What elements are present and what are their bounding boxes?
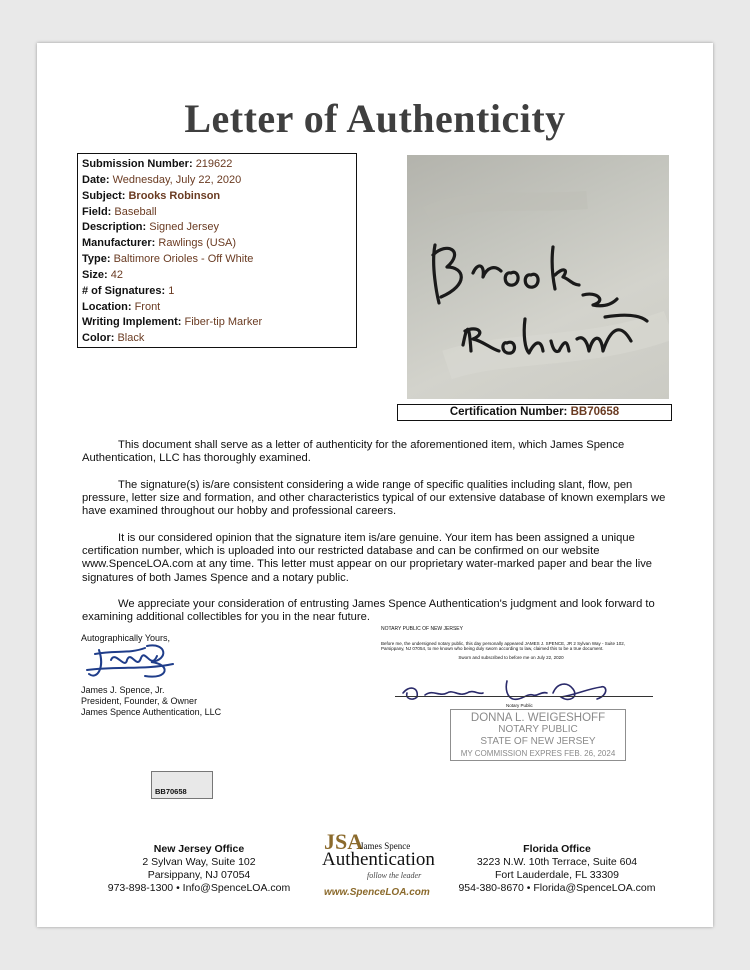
item-photo: [407, 155, 669, 399]
stamp-state: STATE OF NEW JERSEY: [480, 736, 596, 747]
logo-url[interactable]: www.SpenceLOA.com: [324, 887, 430, 898]
nj-office-address2: Parsippany, NJ 07054: [147, 869, 251, 881]
letter-page: [37, 43, 713, 927]
closing-salutation: Autographically Yours,: [81, 633, 171, 643]
paragraph-3: It is our considered opinion that the signature item is/are genuine. Your item has been assigned a unique certification number, which is uploaded into our restricted database and can be confirmed on our website www.SpenceLOA.com at any time. This letter must appear on our proprietary water-marked paper and bear the live signatures of both James Spence and a notary public.: [82, 532, 653, 584]
logo-james-spence: James Spence: [360, 841, 411, 851]
notary-sworn: Sworn and subscribed to before me on July 22, 2020: [458, 654, 564, 660]
fl-office: [447, 843, 667, 895]
fl-office-name: Florida Office: [523, 843, 591, 855]
detail-row-implement: Writing Implement: Fiber-tip Marker: [82, 316, 263, 329]
nj-office: [94, 843, 304, 895]
certification-label: Certification Number:: [449, 406, 568, 418]
nj-office-email[interactable]: Info@SpenceLOA.com: [182, 882, 291, 894]
nj-office-contact: [94, 882, 304, 895]
signer-company: James Spence Authentication, LLC: [81, 707, 222, 717]
nj-office-name: New Jersey Office: [153, 843, 245, 855]
fl-office-email[interactable]: Florida@SpenceLOA.com: [533, 882, 656, 894]
detail-row-field: Field: Baseball: [82, 205, 157, 218]
notary-signature: [397, 675, 637, 705]
stamp-commission: MY COMMISSION EXPRES FEB. 26, 2024: [460, 749, 616, 758]
hologram-sticker: [151, 771, 213, 799]
detail-row-location: Location: Front: [82, 300, 161, 313]
bullet-icon: •: [176, 882, 180, 894]
stamp-name: DONNA L. WEIGESHOFF: [470, 712, 606, 724]
bullet-icon: •: [526, 882, 531, 894]
stamp-title: NOTARY PUBLIC: [498, 724, 578, 735]
notary-header: NOTARY PUBLIC OF NEW JERSEY: [381, 626, 463, 632]
notary-body: Before me, the undersigned notary public, this day personally appeared JAMES J. SPENCE, JR 2 Sylvan Way - Suite 102, Parsippany, NJ 07054, to me known who being duly sworn according to law, claimed this to be a true document.: [381, 640, 625, 651]
notary-public-label: Notary Public: [506, 703, 533, 708]
detail-row-subject: Subject: Brooks Robinson: [82, 189, 221, 202]
detail-row-date: Date: Wednesday, July 22, 2020: [82, 173, 242, 186]
hologram-number: BB70658: [155, 787, 187, 796]
detail-row-size: Size: 42: [82, 268, 123, 281]
jsa-logo: [312, 829, 452, 907]
paragraph-2: The signature(s) is/are consistent considering a wide range of specific qualities including slant, flow, pen pressure, letter size and formation, and other characteristics typical of our extensive database of known exemplars we have examined throughout our hobby and professional careers.: [82, 479, 666, 518]
logo-tagline: follow the leader: [367, 871, 422, 880]
notary-block: [381, 626, 641, 708]
certification-value: BB70658: [570, 406, 620, 418]
document-title: Letter of Authenticity: [184, 96, 566, 141]
nj-office-phone: 973-898-1300: [107, 882, 174, 894]
item-details-box: [77, 153, 357, 348]
logo-jsa: JSA: [324, 829, 364, 854]
logo-authentication: Authentication: [322, 849, 435, 870]
certification-number-bar: [397, 404, 672, 421]
fl-office-address2: Fort Lauderdale, FL 33309: [495, 869, 619, 881]
fl-office-phone: 954-380-8670: [458, 882, 524, 894]
autograph-image: [407, 155, 669, 399]
fl-office-address1: 3223 N.W. 10th Terrace, Suite 604: [476, 856, 638, 868]
james-spence-signature: [85, 640, 175, 682]
paragraph-1: This document shall serve as a letter of authenticity for the aforementioned item, which James Spence Authentication, LLC has thoroughly examined.: [82, 439, 625, 465]
notary-stamp: [450, 709, 626, 761]
detail-row-signatures: # of Signatures: 1: [82, 284, 175, 297]
detail-row-type: Type: Baltimore Orioles - Off White: [82, 253, 254, 266]
notary-signature-line: [395, 696, 653, 697]
detail-row-submission: Submission Number: 219622: [82, 158, 233, 170]
signer-name: James J. Spence, Jr.: [81, 685, 165, 695]
nj-office-address1: 2 Sylvan Way, Suite 102: [142, 856, 256, 868]
detail-row-description: Description: Signed Jersey: [82, 221, 219, 234]
signer-title: President, Founder, & Owner: [81, 696, 198, 706]
paragraph-4: We appreciate your consideration of entrusting James Spence Authentication's judgment and look forward to examining additional collectibles for you in the near future.: [82, 598, 655, 624]
detail-row-color: Color: Black: [82, 332, 145, 345]
signer-block: [81, 685, 221, 718]
detail-row-manufacturer: Manufacturer: Rawlings (USA): [82, 237, 237, 250]
fl-office-contact: [447, 882, 667, 895]
